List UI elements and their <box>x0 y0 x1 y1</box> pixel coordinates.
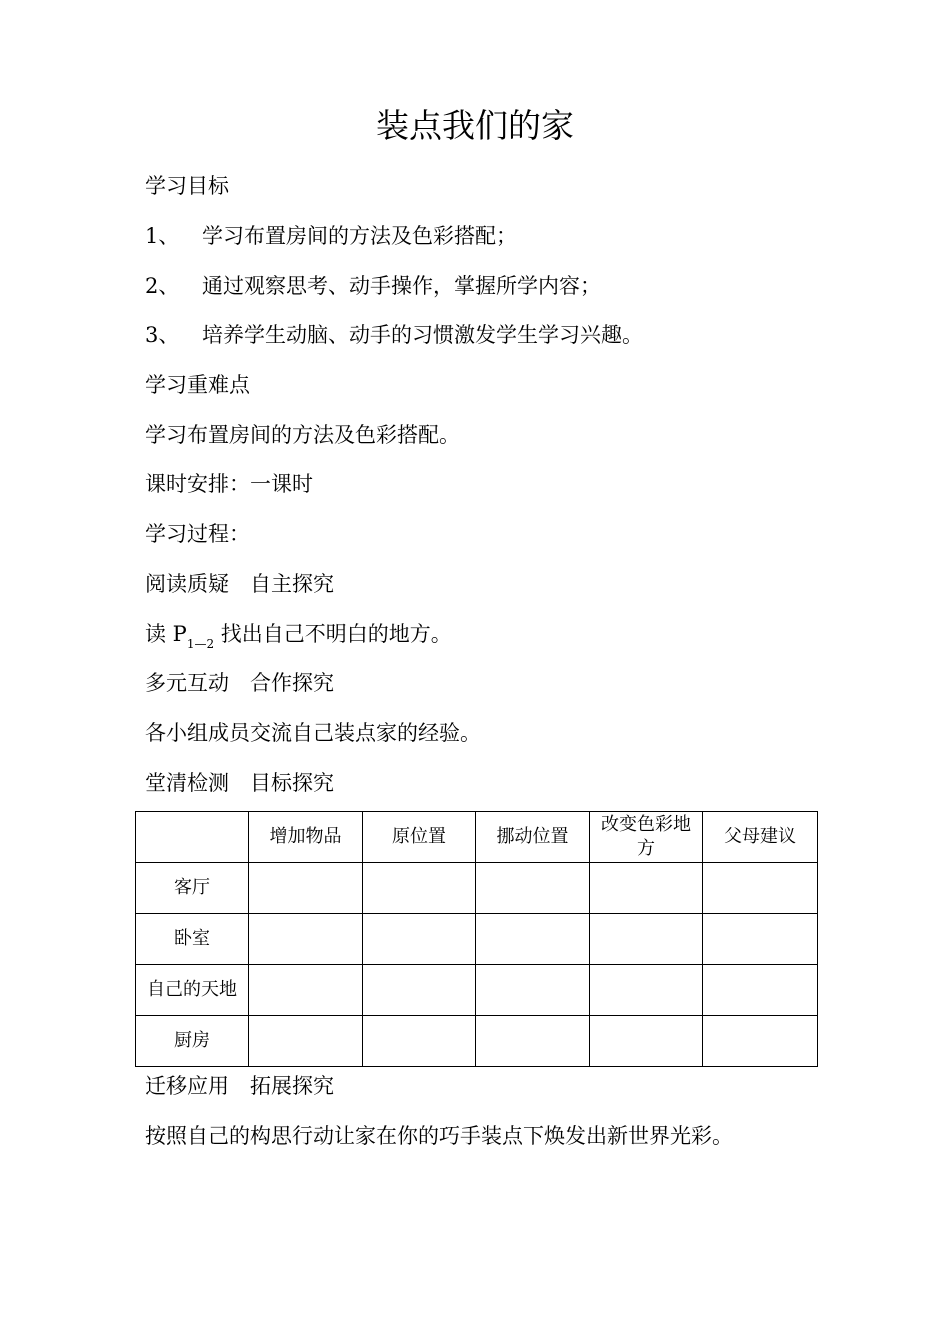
goal-number: 3、 <box>145 323 180 347</box>
goal-number: 1、 <box>145 224 180 248</box>
table-cell <box>476 1016 590 1067</box>
section4-text: 按照自己的构思行动让家在你的巧手装点下焕发出新世界光彩。 <box>145 1124 733 1148</box>
section2-heading: 多元互动 合作探究 <box>145 671 334 695</box>
table-cell <box>249 863 363 914</box>
table-row <box>136 965 818 1016</box>
goal-item <box>145 221 517 251</box>
key-points-heading: 学习重难点 <box>145 373 250 397</box>
section3-heading: 堂清检测 目标探究 <box>145 771 334 795</box>
header-cell <box>136 812 249 863</box>
goal-text: 通过观察思考、动手操作，掌握所学内容； <box>202 274 601 298</box>
table-row <box>136 863 818 914</box>
table-cell <box>590 863 703 914</box>
table-cell <box>590 914 703 965</box>
table-cell <box>590 1016 703 1067</box>
goals-heading: 学习目标 <box>145 174 229 198</box>
row-label: 厨房 <box>136 1016 249 1067</box>
table-cell <box>249 1016 363 1067</box>
goal-text: 培养学生动脑、动手的习惯激发学生学习兴趣。 <box>202 323 643 347</box>
table-cell <box>590 965 703 1016</box>
table-cell <box>249 965 363 1016</box>
goal-item <box>145 271 601 301</box>
table-cell <box>476 965 590 1016</box>
table-cell <box>703 965 818 1016</box>
reading-prefix: 读 P <box>145 622 187 646</box>
table-cell <box>249 914 363 965</box>
header-cell: 改变色彩地方 <box>590 812 703 863</box>
table-cell <box>703 914 818 965</box>
table-cell <box>703 1016 818 1067</box>
table-row <box>136 1016 818 1067</box>
goal-item <box>145 320 643 350</box>
table-cell <box>476 863 590 914</box>
table-cell <box>363 965 476 1016</box>
reading-suffix: 找出自己不明白的地方。 <box>220 622 452 646</box>
section1-heading: 阅读质疑 自主探究 <box>145 572 334 596</box>
key-points-text: 学习布置房间的方法及色彩搭配。 <box>145 423 460 447</box>
schedule: 课时安排：一课时 <box>145 472 313 496</box>
table-cell <box>363 1016 476 1067</box>
table-cell <box>363 863 476 914</box>
row-label: 自己的天地 <box>136 965 249 1016</box>
section4-heading: 迁移应用 拓展探究 <box>145 1074 334 1098</box>
page-range: 1—2 <box>186 637 215 651</box>
row-label: 客厅 <box>136 863 249 914</box>
header-cell: 原位置 <box>363 812 476 863</box>
table-cell <box>703 863 818 914</box>
table-cell <box>476 914 590 965</box>
row-label: 卧室 <box>136 914 249 965</box>
table-row <box>136 914 818 965</box>
table-cell <box>363 914 476 965</box>
goal-text: 学习布置房间的方法及色彩搭配； <box>202 224 517 248</box>
header-cell: 增加物品 <box>249 812 363 863</box>
check-table <box>135 811 818 1067</box>
section2-text: 各小组成员交流自己装点家的经验。 <box>145 721 481 745</box>
header-cell: 挪动位置 <box>476 812 590 863</box>
page-title: 装点我们的家 <box>376 106 574 145</box>
table-header-row <box>136 812 818 863</box>
section1-text <box>145 619 452 652</box>
process-heading: 学习过程： <box>145 522 250 546</box>
header-cell: 父母建议 <box>703 812 818 863</box>
goal-number: 2、 <box>145 274 180 298</box>
